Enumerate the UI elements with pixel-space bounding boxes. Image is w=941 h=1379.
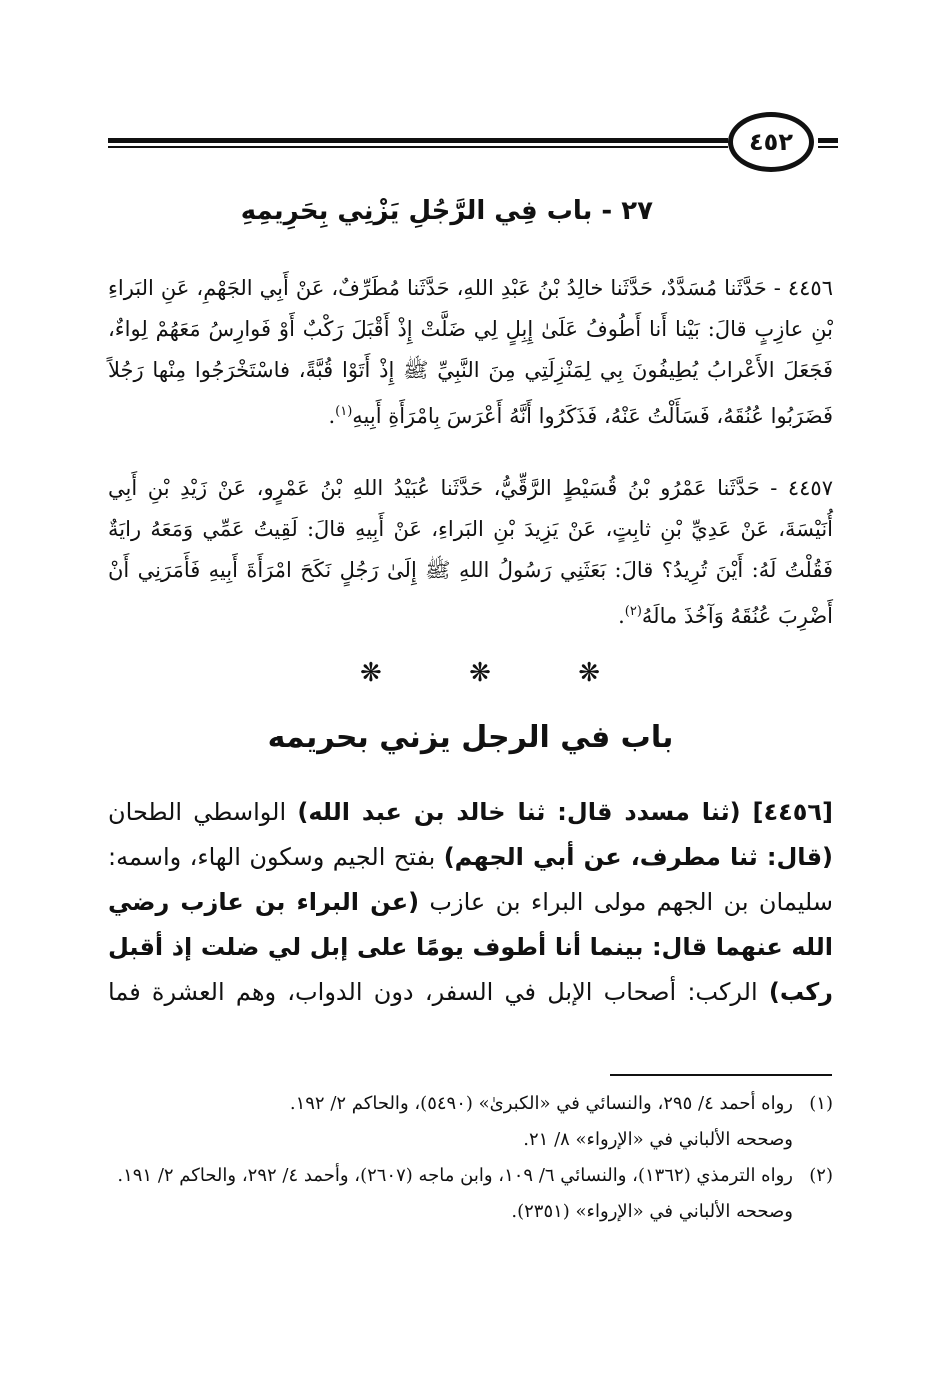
- page-header: [108, 108, 838, 178]
- footnote-number: (١): [809, 1093, 833, 1114]
- star-ornament-icon: ❋: [469, 658, 491, 688]
- commentary-quote: (قال: ثنا مطرف، عن أبي الجهم): [443, 843, 834, 871]
- chapter-title: ٢٧ - باب فِي الرَّجُلِ يَزْنِي بِحَرِيمِهِ: [240, 196, 653, 226]
- footnote-divider: [610, 1074, 832, 1076]
- header-rule-right-thick: [818, 138, 838, 143]
- star-ornament-icon: ❋: [360, 658, 382, 688]
- page-number-badge: [728, 112, 814, 172]
- section-separator: [360, 658, 600, 688]
- commentary-explanation: بفتح الجيم وسكون الهاء، واسمه: سليمان بن الجهم مولى البراء بن عازب: [108, 843, 833, 916]
- commentary-explanation: الواسطي الطحان: [108, 798, 298, 826]
- hadith-4457-end: .: [618, 604, 625, 628]
- footnote-number: (٢): [809, 1165, 833, 1186]
- header-rule-right-thin: [818, 146, 838, 148]
- commentary-quote: [٤٤٥٦] (ثنا مسدد قال: ثنا خالد بن عبد الله): [297, 798, 834, 826]
- footnote-2: [108, 1158, 833, 1194]
- commentary-text: [108, 790, 833, 1015]
- star-ornament-icon: ❋: [578, 658, 600, 688]
- footnote-2-note: وصححه الألباني في «الإرواء» (٢٣٥١).: [511, 1201, 793, 1222]
- footnote-1: [108, 1086, 833, 1122]
- page-number: ٤٥٢: [749, 128, 793, 156]
- footnote-text: رواه أحمد ٤/ ٢٩٥، والنسائي في «الكبرىٰ» (٥٤٩٠)، والحاكم ٢/ ١٩٢.: [289, 1093, 793, 1114]
- footnotes: [108, 1086, 833, 1230]
- commentary-quote: (عن البراء بن عازب رضي الله عنهما قال: بينما أنا أطوف يومًا على إبل لي ضلت إذ أقبل ركب): [108, 888, 833, 1006]
- header-rule-thin: [108, 146, 728, 148]
- hadith-4457: [108, 468, 833, 637]
- header-rule-thick: [108, 138, 728, 143]
- footnote-ref-2[interactable]: (٢): [624, 604, 642, 619]
- section-title: باب في الرجل يزني بحريمه: [267, 720, 674, 755]
- hadith-4456-end: .: [328, 404, 336, 428]
- footnote-1-note: وصححه الألباني في «الإرواء» ٨/ ٢١.: [523, 1129, 793, 1150]
- commentary-explanation: الركب: أصحاب الإبل في السفر، دون الدواب، وهم العشرة فما: [108, 978, 769, 1006]
- hadith-4456: [108, 268, 833, 437]
- footnote-text: رواه الترمذي (١٣٦٢)، والنسائي ٦/ ١٠٩، وابن ماجه (٢٦٠٧)، وأحمد ٤/ ٢٩٢، والحاكم ٢/ ١٩١.: [117, 1165, 793, 1186]
- footnote-ref-1[interactable]: (١): [335, 404, 353, 419]
- hadith-4456-text: ٤٤٥٦ - حَدَّثَنا مُسَدَّدٌ، حَدَّثَنا خالِدُ بْنُ عَبْدِ اللهِ، حَدَّثَنا مُطَرِّفٌ، عَنْ أَبِي الجَهْمِ، عَنِ البَراءِ بْنِ عازِبٍ قالَ: بَيْنا أَنا أَطُوفُ عَلَىٰ إِبِلٍ لِي ضَلَّتْ إِذْ أَقْبَلَ رَكْبٌ أَوْ فَوارِسُ مَعَهُمْ لِواءٌ، فَجَعَلَ الأَعْرابُ يُطِيفُونَ بِي لِمَنْزِلَتِي مِنَ النَّبِيِّ ﷺ إِذْ أَتَوْا قُبَّةً، فاسْتَخْرَجُوا مِنْها رَجُلاً فَضَرَبُوا عُنُقَهُ، فَسَأَلْتُ عَنْهُ، فَذَكَرُوا أَنَّهُ أَعْرَسَ بِامْرَأَةِ أَبِيهِ: [108, 276, 833, 428]
- hadith-4457-text: ٤٤٥٧ - حَدَّثَنا عَمْرُو بْنُ قُسَيْطٍ الرَّقِّيُّ، حَدَّثَنا عُبَيْدُ اللهِ بْنُ عَمْرٍو، عَنْ زَيْدِ بْنِ أَبِي أُنَيْسَةَ، عَنْ عَدِيِّ بْنِ ثابِتٍ، عَنْ يَزِيدَ بْنِ البَراءِ، عَنْ أَبِيهِ قالَ: لَقِيتُ عَمِّي وَمَعَهُ رايَةٌ فَقُلْتُ لَهُ: أَيْنَ تُرِيدُ؟ قالَ: بَعَثَنِي رَسُولُ اللهِ ﷺ إِلَىٰ رَجُلٍ نَكَحَ امْرَأَةَ أَبِيهِ فَأَمَرَنِي أَنْ أَضْرِبَ عُنُقَهُ وَآخُذَ مالَهُ: [108, 476, 833, 628]
